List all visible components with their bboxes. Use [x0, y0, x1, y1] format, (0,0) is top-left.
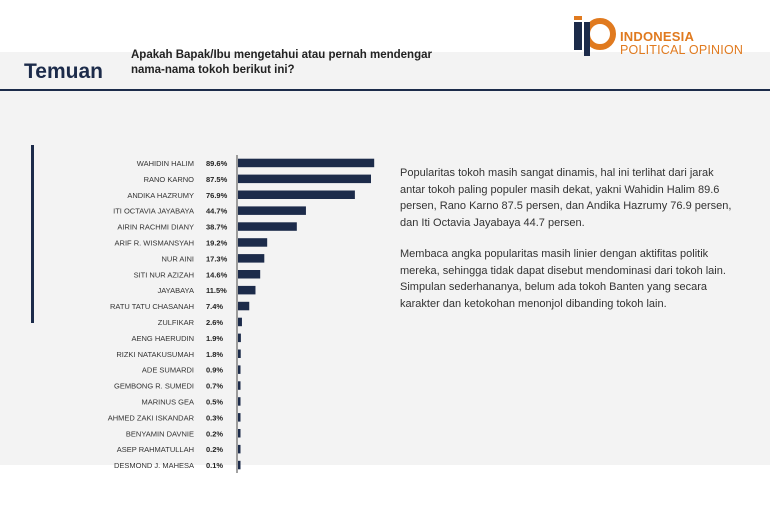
category-label: NUR AINI	[161, 254, 194, 264]
value-label: 89.6%	[206, 158, 228, 168]
value-label: 17.3%	[206, 254, 228, 264]
analysis-paragraph-2: Membaca angka popularitas masih linier dengan aktifitas politik mereka, sehingga tidak dapat disebut mendominasi dari tokoh lain. Simpulan sederhananya, belum ada tokoh Banten yang secara karakter dan ketokohan menonjol dibanding tokoh lain.	[400, 248, 726, 310]
value-label: 0.2%	[206, 429, 224, 439]
value-label: 87.5%	[206, 174, 228, 184]
category-label: ADE SUMARDI	[141, 365, 194, 375]
value-label: 44.7%	[206, 206, 228, 216]
category-label: ANDIKA HAZRUMY	[127, 190, 194, 200]
value-label: 0.2%	[206, 445, 224, 455]
value-label: 1.9%	[206, 333, 224, 343]
value-label: 1.8%	[206, 349, 224, 359]
bar	[238, 318, 242, 327]
value-label: 0.7%	[206, 381, 224, 391]
category-label: SITI NUR AZIZAH	[133, 270, 194, 280]
value-label: 11.5%	[206, 286, 227, 296]
category-label: JAYABAYA	[157, 286, 194, 296]
bar	[238, 413, 241, 422]
title-divider	[0, 89, 770, 91]
category-label: AHMED ZAKI ISKANDAR	[107, 413, 194, 423]
ipo-logo-mark-icon	[572, 16, 618, 56]
bar	[238, 270, 260, 279]
bar	[238, 254, 264, 263]
value-label: 0.9%	[206, 365, 224, 375]
popularity-bar-chart	[0, 95, 390, 471]
category-label: GEMBONG R. SUMEDI	[113, 381, 194, 391]
category-label: AIRIN RACHMI DIANY	[117, 222, 194, 232]
bar	[238, 461, 241, 470]
section-title: Temuan	[24, 60, 103, 83]
bar	[238, 175, 371, 184]
value-label: 76.9%	[206, 190, 228, 200]
value-label: 0.5%	[206, 397, 224, 407]
value-label: 2.6%	[206, 317, 224, 327]
bar	[238, 365, 241, 374]
value-label: 7.4%	[206, 302, 224, 312]
value-label: 14.6%	[206, 270, 228, 280]
bar	[238, 286, 255, 295]
bar	[238, 191, 355, 200]
chart-svg	[0, 95, 390, 471]
bar	[238, 222, 297, 231]
bar	[238, 350, 241, 359]
category-label: BENYAMIN DAVNIE	[125, 429, 194, 439]
bar	[238, 159, 374, 168]
category-label: RATU TATU CHASANAH	[109, 302, 194, 312]
category-label: WAHIDIN HALIM	[136, 158, 194, 168]
category-label: RANO KARNO	[143, 174, 194, 184]
value-label: 0.3%	[206, 413, 224, 423]
bar	[238, 429, 241, 438]
value-label: 38.7%	[206, 222, 228, 232]
category-label: MARINUS GEA	[141, 397, 194, 407]
logo-text-line1: INDONESIA	[620, 29, 695, 44]
category-label: ASEP RAHMATULLAH	[116, 445, 194, 455]
value-label: 0.1%	[206, 461, 224, 471]
category-label: DESMOND J. MAHESA	[113, 461, 194, 471]
bar	[238, 381, 241, 390]
survey-question: Apakah Bapak/Ibu mengetahui atau pernah mendengar nama-nama tokoh berikut ini?	[131, 49, 432, 76]
category-label: AENG HAERUDIN	[131, 333, 194, 343]
bar	[238, 445, 241, 454]
bar	[238, 238, 267, 247]
category-label: ARIF R. WISMANSYAH	[114, 238, 194, 248]
ipo-logo	[572, 16, 752, 60]
bar	[238, 397, 241, 406]
category-label: ITI OCTAVIA JAYABAYA	[113, 206, 194, 216]
category-label: RIZKI NATAKUSUMAH	[116, 349, 194, 359]
bar	[238, 206, 306, 215]
bar	[238, 334, 241, 343]
analysis-text	[400, 165, 740, 327]
category-label: ZULFIKAR	[157, 317, 194, 327]
value-label: 19.2%	[206, 238, 228, 248]
logo-text-line2: POLITICAL OPINION	[620, 43, 744, 57]
bottom-margin	[0, 465, 770, 530]
analysis-paragraph-1: Popularitas tokoh masih sangat dinamis, hal ini terlihat dari jarak antar tokoh paling populer masih dekat, yakni Wahidin Halim 89.6 persen, Rano Karno 87.5 persen, dan Andika Hazrumy 76.9 persen, dan Iti Octavia Jayabaya 44.7 persen.	[400, 167, 732, 229]
bar	[238, 302, 249, 311]
